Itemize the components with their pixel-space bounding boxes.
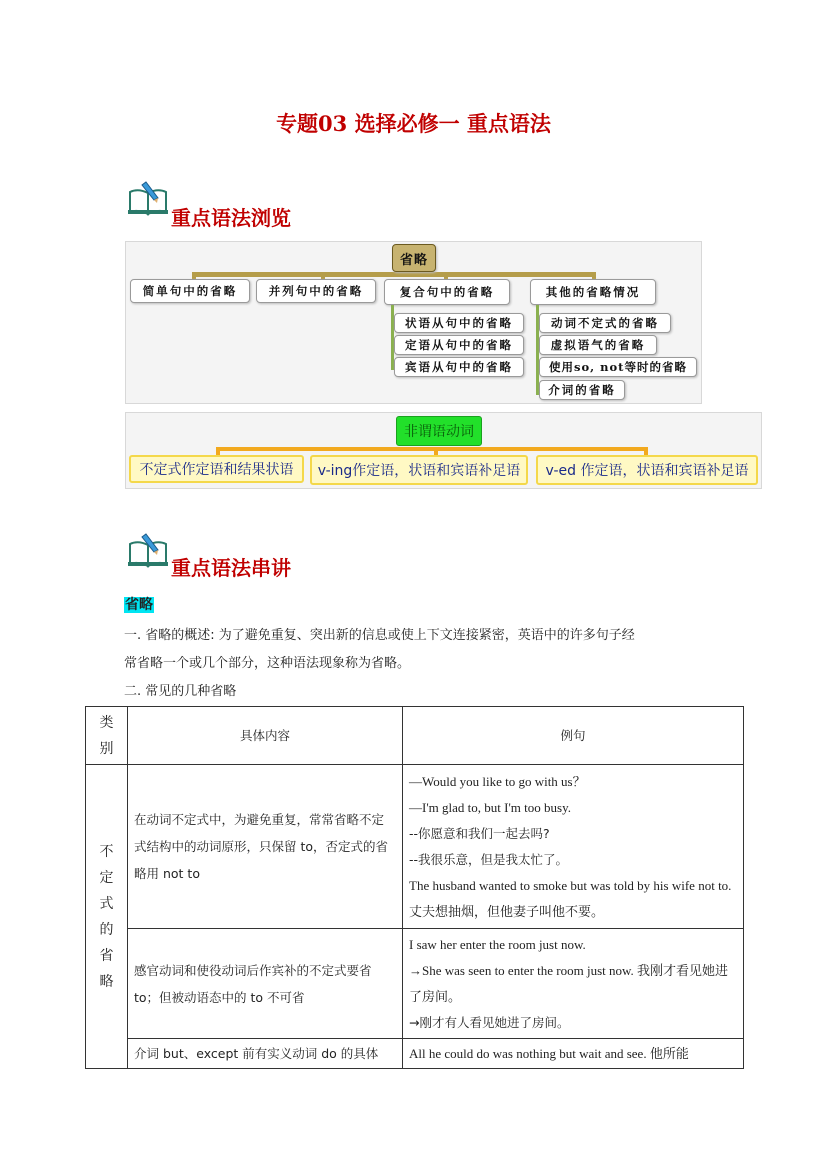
- table-header-row: [86, 707, 744, 765]
- branch-v-ed: v-ed 作定语，状语和宾语补足语: [536, 455, 758, 485]
- child-infinitive: 动词不定式的省略: [539, 313, 671, 333]
- topic-label: 省略: [125, 597, 153, 613]
- ellipsis-mind-map: [125, 241, 702, 404]
- child-preposition: 介词的省略: [539, 380, 625, 400]
- content-cell: 在动词不定式中，为避免重复，常常省略不定式结构中的动词原形，只保留 to，否定式的省略用 not to: [128, 765, 403, 929]
- content-cell: 介词 but、except 前有实义动词 do 的具体: [128, 1039, 403, 1069]
- table-row: [86, 765, 744, 929]
- nonfinite-mind-map: [125, 412, 762, 489]
- branch-infinitive: 不定式作定语和结果状语: [129, 455, 304, 483]
- book-pencil-icon: [126, 532, 170, 572]
- header-content: 具体内容: [128, 707, 403, 765]
- branch-v-ing: v-ing作定语，状语和宾语补足语: [310, 455, 528, 485]
- content-cell: 感官动词和使役动词后作宾补的不定式要省 to；但被动语态中的 to 不可省: [128, 929, 403, 1039]
- child-object-clause: 宾语从句中的省略: [394, 357, 524, 377]
- common-types-heading: 二. 常见的几种省略: [124, 684, 237, 699]
- book-pencil-icon: [126, 180, 170, 220]
- section-heading-overview: 重点语法浏览: [171, 206, 291, 230]
- table-row: [86, 929, 744, 1039]
- table-row: [86, 1039, 744, 1069]
- example-cell: All he could do was nothing but wait and see. 他所能: [403, 1039, 744, 1069]
- branch-simple-sentence: 简单句中的省略: [130, 279, 250, 303]
- overview-line-2: 常省略一个或几个部分，这种语法现象称为省略。: [124, 656, 411, 671]
- header-category: 类别: [86, 707, 128, 765]
- child-so-not: 使用so, not等时的省略: [539, 357, 697, 377]
- nonfinite-root: 非谓语动词: [396, 416, 482, 446]
- header-example: 例句: [403, 707, 744, 765]
- branch-other-cases: 其他的省略情况: [530, 279, 656, 305]
- ellipsis-table: [85, 706, 744, 1069]
- example-cell: —Would you like to go with us？ —I'm glad to, but I'm too busy. --你愿意和我们一起去吗? --我很乐意，但是我太忙了。 The husband wanted to smoke but was told by his wife not to. 丈夫想抽烟，但他妻子叫他不要。: [403, 765, 744, 929]
- category-cell: 不定式的省略: [86, 765, 128, 1069]
- topic-label-wrap: [124, 594, 154, 614]
- child-subjunctive: 虚拟语气的省略: [539, 335, 657, 355]
- example-cell: I saw her enter the room just now. →She was seen to enter the room just now. 我刚才看见她进了房间。 →刚才有人看见她进了房间。: [403, 929, 744, 1039]
- child-adverbial-clause: 状语从句中的省略: [394, 313, 524, 333]
- section-heading-explanation: 重点语法串讲: [171, 556, 291, 580]
- child-attributive-clause: 定语从句中的省略: [394, 335, 524, 355]
- page-title: 专题03 选择必修一 重点语法: [276, 111, 551, 136]
- branch-complex-sentence: 复合句中的省略: [384, 279, 510, 305]
- branch-compound-sentence: 并列句中的省略: [256, 279, 376, 303]
- overview-line-1: 一. 省略的概述: 为了避免重复、突出新的信息或使上下文连接紧密，英语中的许多句子经: [124, 628, 635, 643]
- mind-map-root: 省略: [392, 244, 436, 272]
